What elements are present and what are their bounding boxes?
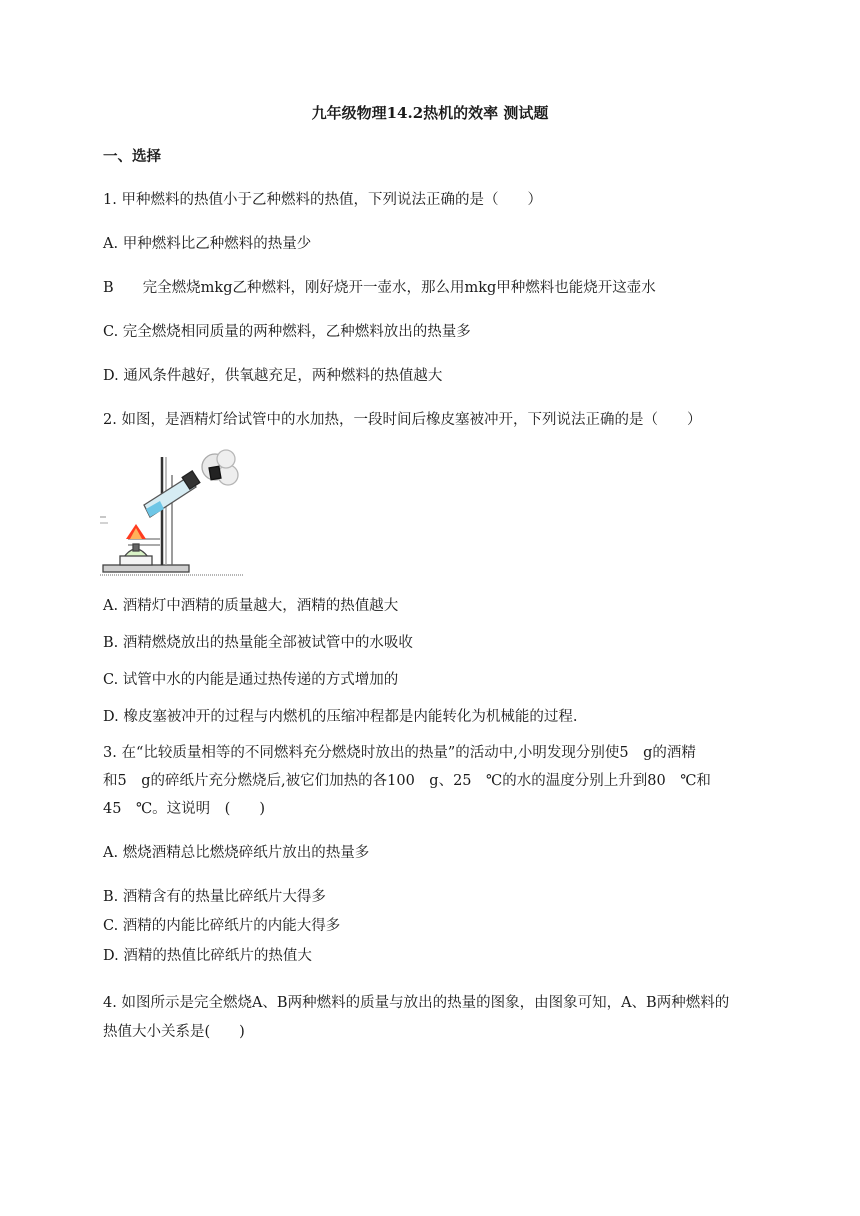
question-3-stem-line1: 3. 在“比较质量相等的不同燃料充分燃烧时放出的热量”的活动中,小明发现分别使5 g的酒精 [103, 745, 696, 761]
question-1-option-d: D. 通风条件越好，供氧越充足，两种燃料的热值越大 [103, 368, 443, 384]
alcohol-lamp-test-tube-figure [100, 447, 250, 579]
question-1-option-a: A. 甲种燃料比乙种燃料的热量少 [103, 236, 312, 252]
question-3-option-a: A. 燃烧酒精总比燃烧碎纸片放出的热量多 [103, 845, 370, 861]
question-1-stem: 1. 甲种燃料的热值小于乙种燃料的热值，下列说法正确的是（ ） [103, 192, 542, 208]
question-4-stem-line1: 4. 如图所示是完全燃烧A、B两种燃料的质量与放出的热量的图象，由图象可知，A、B两种燃料的 [103, 995, 730, 1011]
question-1-option-c: C. 完全燃烧相同质量的两种燃料，乙种燃料放出的热量多 [103, 324, 471, 340]
page-title: 九年级物理14.2热机的效率 测试题 [311, 104, 549, 122]
question-2-option-d: D. 橡皮塞被冲开的过程与内燃机的压缩冲程都是内能转化为机械能的过程. [103, 709, 578, 725]
question-3-stem-line2: 和5 g的碎纸片充分燃烧后,被它们加热的各100 g、25 ℃的水的温度分别上升到80 ℃和 [103, 773, 711, 789]
question-3-stem-line3: 45 ℃。这说明 ( ) [103, 801, 265, 817]
section-heading: 一、选择 [103, 148, 161, 165]
question-4-stem-line2: 热值大小关系是( ) [103, 1024, 245, 1040]
question-3-option-b: B. 酒精含有的热量比碎纸片大得多 [103, 889, 326, 905]
question-3-option-c: C. 酒精的内能比碎纸片的内能大得多 [103, 918, 341, 934]
question-1-option-b: B 完全燃烧mkg乙种燃料，刚好烧开一壶水，那么用mkg甲种燃料也能烧开这壶水 [103, 280, 656, 296]
question-3-option-d: D. 酒精的热值比碎纸片的热值大 [103, 948, 312, 964]
question-2-option-c: C. 试管中水的内能是通过热传递的方式增加的 [103, 672, 399, 688]
question-2-option-b: B. 酒精燃烧放出的热量能全部被试管中的水吸收 [103, 635, 413, 651]
question-2-option-a: A. 酒精灯中酒精的质量越大，酒精的热值越大 [103, 598, 399, 614]
question-2-stem: 2. 如图，是酒精灯给试管中的水加热，一段时间后橡皮塞被冲开，下列说法正确的是（ ） [103, 412, 702, 428]
